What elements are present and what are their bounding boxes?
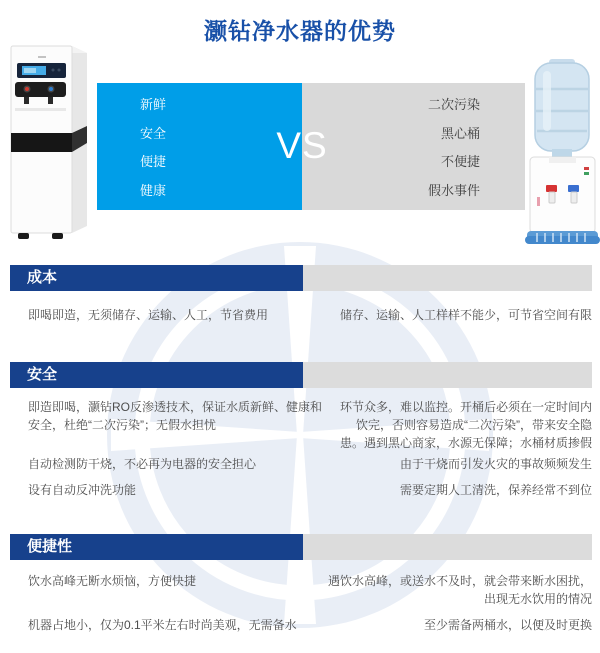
disadvantage-item: 假水事件 bbox=[427, 183, 480, 199]
convenience-dispenser-text: 遇饮水高峰，或送水不及时，就会带来断水困扰， 出现无水饮用的情况 bbox=[327, 574, 592, 606]
section-header-gray-strip bbox=[303, 534, 592, 560]
section-header-safety bbox=[10, 362, 592, 388]
disadvantage-item: 黑心桶 bbox=[440, 125, 480, 141]
section-heading: 安全 bbox=[10, 362, 303, 388]
advantage-item: 安全 bbox=[140, 125, 167, 141]
dispenser-photo bbox=[525, 57, 600, 245]
section-header-gray-strip bbox=[303, 362, 592, 388]
safety-dispenser-text: 环节众多，难以监控。开桶后必须在一定时间内 饮完，否则容易造成“二次污染”，带来安全隐 患。遇到黑心商家，水源无保障；水桶材质掺假 bbox=[339, 400, 592, 450]
advantage-item: 便捷 bbox=[140, 154, 167, 170]
convenience-dispenser-text: 至少需备两桶水，以便及时更换 bbox=[423, 618, 592, 632]
convenience-purifier-text: 机器占地小，仅为0.1平米左右时尚美观，无需备水 bbox=[28, 618, 297, 632]
cost-purifier-text: 即喝即造，无须储存、运输、人工，节省费用 bbox=[28, 308, 269, 322]
purifier-machine-photo bbox=[2, 36, 97, 244]
disadvantage-item: 二次污染 bbox=[427, 96, 480, 112]
safety-purifier-text: 自动检测防干烧，不必再为电器的安全担心 bbox=[28, 457, 257, 471]
advantage-item: 健康 bbox=[140, 183, 167, 199]
convenience-purifier-text: 饮水高峰无断水烦恼，方便快捷 bbox=[28, 574, 197, 588]
safety-purifier-text: 即造即喝，灏钻RO反渗透技术，保证水质新鲜、健康和 安全，杜绝“二次污染”；无假水担忧 bbox=[28, 400, 323, 432]
section-heading: 便捷性 bbox=[10, 534, 303, 560]
cost-dispenser-text: 储存、运输、人工样样不能少，可节省空间有限 bbox=[339, 308, 592, 322]
section-header-convenience bbox=[10, 534, 592, 560]
safety-purifier-text: 设有自动反冲洗功能 bbox=[28, 483, 137, 497]
section-header-gray-strip bbox=[303, 265, 592, 291]
section-heading: 成本 bbox=[10, 265, 303, 291]
disadvantages-panel bbox=[302, 83, 528, 210]
section-header-cost bbox=[10, 265, 592, 291]
advantages-panel bbox=[82, 83, 302, 210]
disadvantage-item: 不便捷 bbox=[440, 154, 480, 170]
safety-dispenser-text: 需要定期人工清洗，保养经常不到位 bbox=[399, 483, 592, 497]
safety-dispenser-text: 由于干烧而引发火灾的事故频频发生 bbox=[399, 457, 592, 471]
vs-label: VS bbox=[276, 125, 328, 166]
advantage-item: 新鲜 bbox=[140, 96, 167, 112]
page-title: 灏钻净水器的优势 bbox=[204, 18, 396, 44]
